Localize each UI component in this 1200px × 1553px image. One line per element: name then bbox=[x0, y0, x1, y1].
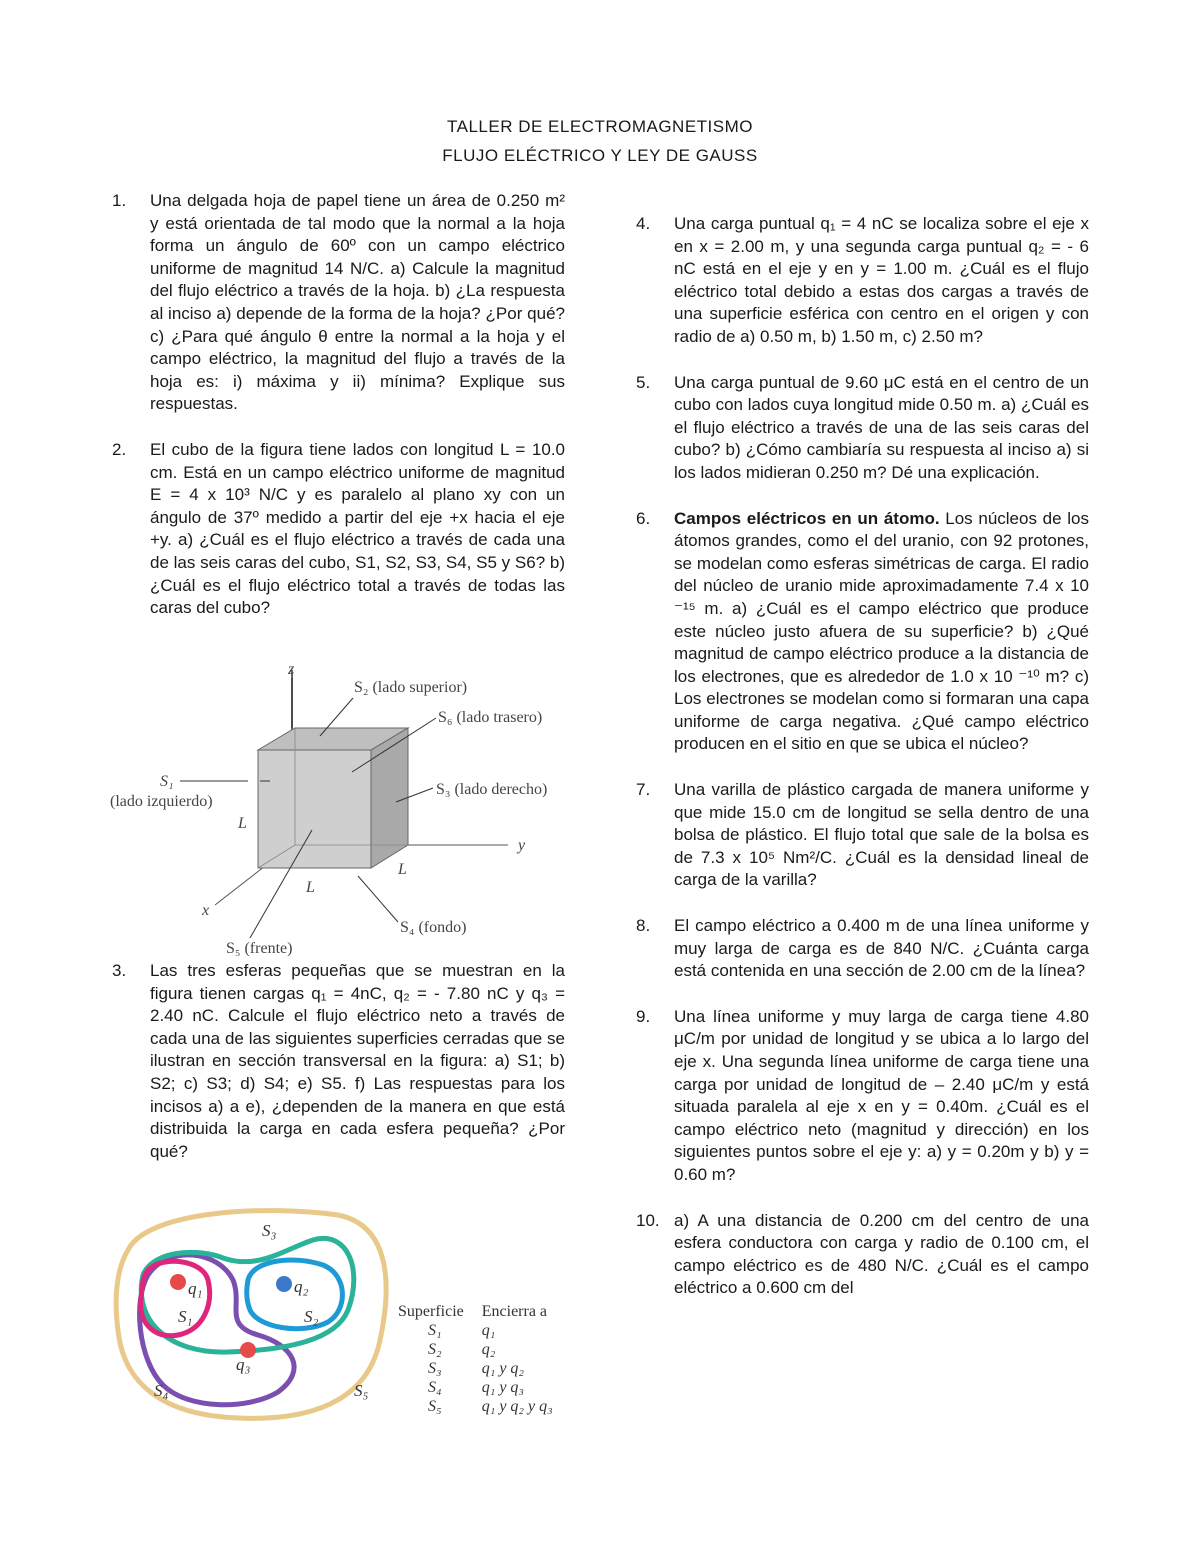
table-row: S₂ q₂ bbox=[428, 1341, 496, 1358]
table-row: S₁ q₁ bbox=[428, 1322, 496, 1339]
length-label-left: L bbox=[238, 815, 247, 832]
charge-q1 bbox=[170, 1274, 186, 1290]
question-number: 5. bbox=[636, 372, 651, 392]
question-bold-title: Campos eléctricos en un átomo. bbox=[674, 508, 940, 528]
length-label-bottom: L bbox=[306, 879, 315, 896]
s4-label: S₄ (fondo) bbox=[400, 919, 467, 936]
axis-z-label: z bbox=[288, 661, 295, 678]
page-title: TALLER DE ELECTROMAGNETISMO bbox=[446, 117, 753, 136]
question-number: 3. bbox=[112, 961, 127, 980]
s5-label: S₅ (frente) bbox=[226, 940, 293, 957]
question-text: a) A una distancia de 0.200 cm del centro de una esfera conductora con carga y radio de 0.100 cm, el campo eléctrico es de 480 N/C. ¿Cuál es el campo eléctrico a 0.600 cm del bbox=[674, 1210, 1089, 1298]
question-text: Una varilla de plástico cargada de manera uniforme y que mide 15.0 cm de longitud se sella dentro de una bolsa de plástico. El flujo total que sale de la bolsa es de 7.3 x 10⁵ Nm²/C. ¿Cuál es la densidad lineal de carga de la varilla? bbox=[674, 780, 1089, 890]
question-3 bbox=[112, 960, 565, 1163]
question-number: 7. bbox=[636, 780, 651, 800]
surfaces-table bbox=[398, 1302, 559, 1416]
length-label-right: L bbox=[398, 861, 407, 878]
charge-q2 bbox=[276, 1276, 292, 1292]
question-6 bbox=[636, 508, 1089, 757]
s1-label: S₁ bbox=[160, 773, 174, 790]
s6-label: S₆ (lado trasero) bbox=[438, 709, 543, 726]
question-number: 9. bbox=[636, 1006, 651, 1026]
table-row: S₃ q₁ y q₂ bbox=[428, 1360, 524, 1377]
q2-label: q₂ bbox=[294, 1277, 309, 1296]
question-body: Los núcleos de los átomos grandes, como el del uranio, con 92 protones, se modelan como esferas simétricas de carga. El radio del núcleo de uranio mide aproximadamente 7.4 x 10 ⁻¹⁵ m. a) ¿Cuál es el campo eléctrico que produce este núcleo justo afuera de su superficie? b) ¿Qué magnitud de campo eléctrico produce a la distancia de los electrones, que es alrededor de 1.0 x 10 ⁻¹⁰ m? c) Los electrones se modelan como si formaran una capa uniforme de carga negativa. ¿Qué campo eléctrico producen en el sitio en que se ubica el núcleo? bbox=[674, 508, 1089, 754]
question-text: Las tres esferas pequeñas que se muestran en la figura tienen cargas q₁ = 4nC, q₂ = - 7.80 nC y q₃ = 2.40 nC. Calcule el flujo eléctrico neto a través de cada una de las siguientes superficies cerradas que se ilustran en sección transversal en la figura: a) S1; b) S2; c) S3; d) S4; e) S5. f) Las respuestas para los incisos a) a e), ¿dependen de la manera en que está distribuida la carga en cada esfera pequeña? ¿Por qué? bbox=[150, 961, 565, 1161]
question-5 bbox=[636, 372, 1089, 485]
table-row: S₄ q₁ y q₃ bbox=[428, 1379, 524, 1396]
table-row: S₅ q₁ y q₂ y q₃ bbox=[428, 1398, 553, 1415]
question-number: 8. bbox=[636, 916, 651, 936]
question-number: 1. bbox=[112, 191, 127, 210]
question-text: El cubo de la figura tiene lados con longitud L = 10.0 cm. Está en un campo eléctrico uniforme de magnitud E = 4 x 10³ N/C y es paralelo al plano xy con un ángulo de 37º medido a partir del eje +x hacia el eje +y. a) ¿Cuál es el flujo eléctrico a través de cada una de las seis caras del cubo, S1, S2, S3, S4, S5 y S6? b) ¿Cuál es el flujo eléctrico total a través de todas las caras del cubo? bbox=[150, 439, 565, 618]
question-2 bbox=[112, 439, 565, 620]
s2-label: S₂ bbox=[304, 1307, 319, 1326]
question-number: 10. bbox=[636, 1210, 660, 1230]
right-column bbox=[636, 213, 1089, 1300]
surfaces-figure bbox=[108, 1200, 398, 1435]
question-7 bbox=[636, 779, 1089, 892]
question-1 bbox=[112, 190, 565, 416]
s4-label: S₄ bbox=[154, 1381, 169, 1400]
q1-label: q₁ bbox=[188, 1279, 203, 1298]
question-text bbox=[674, 508, 1089, 757]
s5-label: S₅ bbox=[354, 1381, 369, 1400]
question-text: Una carga puntual q₁ = 4 nC se localiza sobre el eje x en x = 2.00 m, y una segunda carga puntual q₂ = - 6 nC está en el eje y en y = 1.00 m. ¿Cuál es el flujo eléctrico total debido a estas dos cargas a través de una superficie esférica con centro en el origen y con radio de a) 0.50 m, b) 1.50 m, c) 2.50 m? bbox=[674, 214, 1089, 346]
question-number: 6. bbox=[636, 508, 651, 528]
question-9 bbox=[636, 1006, 1089, 1187]
s1-label: S₁ bbox=[178, 1307, 193, 1326]
table-header-encloses: Encierra a bbox=[481, 1303, 548, 1320]
question-4 bbox=[636, 213, 1089, 349]
s3-label: S₃ (lado derecho) bbox=[436, 781, 548, 798]
s2-label: S₂ (lado superior) bbox=[354, 679, 468, 696]
cube-figure bbox=[100, 660, 580, 960]
axis-y-label: y bbox=[518, 837, 526, 854]
question-8 bbox=[636, 915, 1089, 983]
question-number: 4. bbox=[636, 214, 651, 233]
question-text: Una carga puntual de 9.60 μC está en el centro de un cubo con lados cuya longitud mide 0.50 m. a) ¿Cuál es el flujo eléctrico a través de una de las seis caras del cubo? b) ¿Cómo cambiaría su respuesta al inciso a) si los lados midieran 0.250 m? Dé una explicación. bbox=[674, 372, 1089, 482]
question-10 bbox=[636, 1210, 1089, 1300]
q3-label: q₃ bbox=[236, 1355, 251, 1374]
s3-label: S₃ bbox=[262, 1221, 277, 1240]
question-text: El campo eléctrico a 0.400 m de una línea uniforme y muy larga de carga es de 840 N/C. ¿Cuánta carga está contenida en una sección de 2.00 cm de la línea? bbox=[674, 916, 1089, 981]
question-text: Una línea uniforme y muy larga de carga tiene 4.80 μC/m por unidad de longitud y se ubica a lo largo del eje x. Una segunda línea uniforme de carga tiene una carga por unidad de longitud de – 2.40 μC/m y está situada paralela al eje x en y = 0.40m. ¿Cuál es el campo eléctrico neto (magnitud y dirección) en los siguientes puntos sobre el eje y: a) y = 0.20m y b) y = 0.60 m? bbox=[674, 1006, 1089, 1184]
left-column-lower bbox=[112, 960, 565, 1163]
page-subtitle: FLUJO ELÉCTRICO Y LEY DE GAUSS bbox=[442, 146, 758, 165]
table-header-surface: Superficie bbox=[398, 1303, 464, 1320]
s1-desc: (lado izquierdo) bbox=[110, 793, 213, 810]
axis-x-label: x bbox=[202, 902, 210, 919]
question-text: Una delgada hoja de papel tiene un área de 0.250 m² y está orientada de tal modo que la normal a la hoja forma un ángulo de 60º con un campo eléctrico uniforme de magnitud 14 N/C. a) Calcule la magnitud del flujo eléctrico a través de la hoja. b) ¿La respuesta al inciso a) depende de la forma de la hoja? ¿Por qué? c) ¿Para qué ángulo θ entre la normal a la hoja y el campo eléctrico, la magnitud del flujo a través de la hoja es: i) máxima y ii) mínima? Explique sus respuestas. bbox=[150, 191, 565, 414]
question-number: 2. bbox=[112, 439, 127, 459]
left-column bbox=[112, 190, 565, 620]
